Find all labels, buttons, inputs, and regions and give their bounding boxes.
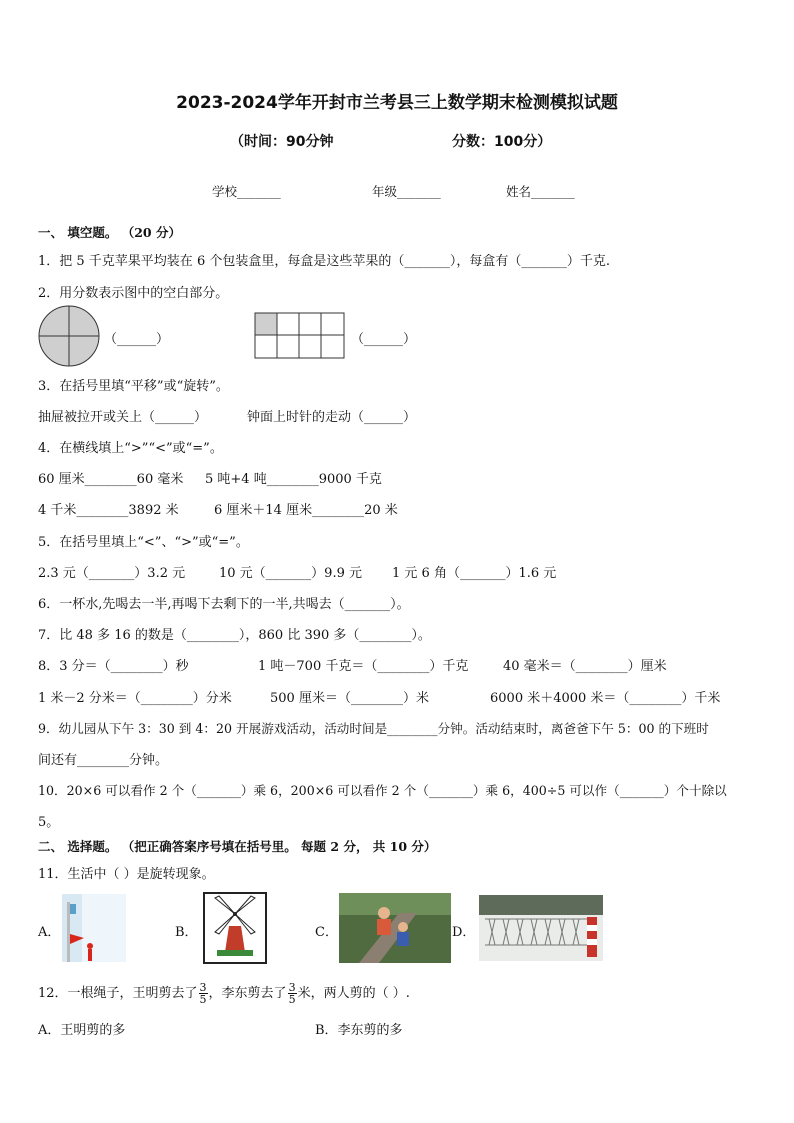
- question-2: 2．用分数表示图中的空白部分。: [38, 286, 229, 301]
- q4-row2-a: 4 千米________3892 米: [38, 503, 179, 518]
- retractable-gate-image: [479, 895, 603, 961]
- question-10-line1: 10．20×6 可以看作 2 个（_______）乘 6，200×6 可以看作 2 个（_______）乘 6，400÷5 可以作（_______）个十除以: [38, 783, 727, 798]
- question-4: 4．在横线填上“>”“<”或“=”。: [38, 441, 223, 456]
- name-field: 姓名_______: [506, 184, 575, 199]
- q5-item-a: 2.3 元（_______）3.2 元: [38, 566, 186, 581]
- school-field: 学校_______: [212, 184, 281, 199]
- question-3: 3．在括号里填“平移”或“旋转”。: [38, 379, 229, 394]
- time-label: （时间：90分钟: [230, 134, 334, 150]
- q11-option-b-label: B．: [175, 925, 198, 940]
- section-heading-choice: 二、 选择题。 （把正确答案序号填在括号里。 每题 2 分， 共 10 分）: [38, 839, 437, 854]
- question-12: [38, 982, 410, 1005]
- flag-raising-image: [62, 894, 126, 962]
- q12-option-a: A．王明剪的多: [38, 1023, 126, 1038]
- q4-row2-b: 6 厘米＋14 厘米________20 米: [214, 503, 398, 518]
- score-label: 分数：100分）: [452, 134, 552, 150]
- question-6: 6．一杯水,先喝去一半,再喝下去剩下的一半,共喝去（_______）。: [38, 597, 410, 612]
- q12-fraction-2: [288, 982, 297, 1005]
- question-11: 11．生活中（ ）是旋转现象。: [38, 867, 215, 882]
- q8-row2-a: 1 米－2 分米＝（________）分米: [38, 691, 232, 706]
- question-5: 5．在括号里填上“<”、“>”或“=”。: [38, 535, 249, 550]
- q3-item-b: 钟面上时针的走动（______）: [247, 410, 417, 425]
- question-9-line1: 9．幼儿园从下午 3：30 到 4：20 开展游戏活动，活动时间是________分钟。活动结束时，离爸爸下午 5：00 的下班时: [38, 721, 709, 736]
- q12-fraction-1: [199, 982, 208, 1005]
- q8-row1-b: 1 吨－700 千克＝（________）千克: [258, 659, 469, 674]
- question-1: 1．把 5 千克苹果平均装在 6 个包装盒里，每盒是这些苹果的（_______），每盒有（_______）千克.: [38, 254, 610, 269]
- question-7: 7．比 48 多 16 的数是（________），860 比 390 多（________）。: [38, 628, 431, 643]
- q12-text-mid: ，李东剪去了: [208, 986, 287, 1001]
- question-9-line2: 间还有________分钟。: [38, 753, 169, 768]
- page-title: 2023-2024学年开封市兰考县三上数学期末检测模拟试题: [176, 93, 618, 113]
- q2-blank-grid: （______）: [351, 332, 417, 347]
- q5-item-b: 10 元（_______）9.9 元: [219, 566, 362, 581]
- q8-row2-c: 6000 米＋4000 米＝（________）千米: [490, 691, 721, 706]
- q3-item-a: 抽屉被拉开或关上（______）: [38, 410, 208, 425]
- windmill-image: [203, 892, 267, 964]
- section-heading-fill: 一、 填空题。 （20 分）: [38, 225, 181, 240]
- q12-text-post: 米，两人剪的（ ）.: [297, 986, 410, 1001]
- fraction-denominator: 5: [288, 993, 296, 1006]
- fraction-numerator: 3: [199, 981, 207, 994]
- grade-field: 年级_______: [372, 184, 441, 199]
- q4-row1-b: 5 吨+4 吨________9000 千克: [205, 472, 382, 487]
- grid-figure: [254, 312, 346, 360]
- question-10-line2: 5。: [38, 815, 60, 830]
- q11-option-c-label: C．: [315, 925, 338, 940]
- q2-blank-circle: （______）: [104, 332, 170, 347]
- q5-item-c: 1 元 6 角（_______）1.6 元: [392, 566, 557, 581]
- playground-slide-image: [339, 893, 451, 963]
- q8-row2-b: 500 厘米＝（________）米: [270, 691, 429, 706]
- fraction-denominator: 5: [199, 993, 207, 1006]
- fraction-numerator: 3: [288, 981, 296, 994]
- q8-row1-a: 8．3 分＝（________）秒: [38, 659, 189, 674]
- q11-option-d-label: D．: [452, 925, 476, 940]
- q4-row1-a: 60 厘米________60 毫米: [38, 472, 184, 487]
- q12-text-pre: 12．一根绳子，王明剪去了: [38, 986, 198, 1001]
- q11-option-a-label: A．: [38, 925, 61, 940]
- q12-option-b: B．李东剪的多: [315, 1023, 403, 1038]
- q8-row1-c: 40 毫米＝（________）厘米: [503, 659, 667, 674]
- circle-figure: [37, 305, 103, 367]
